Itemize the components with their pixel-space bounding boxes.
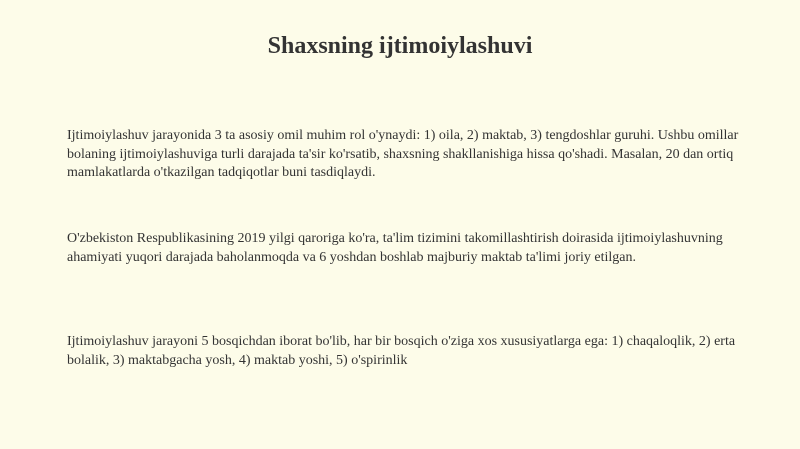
- paragraph-socialization-factors: Ijtimoiylashuv jarayonida 3 ta asosiy omil muhim rol o'ynaydi: 1) oila, 2) maktab, 3) tengdoshlar guruhi. Ushbu omillar bolaning ijtimoiylashuviga turli darajada ta'sir ko'rsatib, shaxsning shakllanishiga hissa qo'shadi. Masalan, 20 dan ortiq mamlakatlarda o'tkazilgan tadqiqotlar buni tasdiqlaydi.: [67, 128, 739, 180]
- slide-title: Shaxsning ijtimoiylashuvi: [267, 33, 533, 59]
- paragraph-socialization-stages: Ijtimoiylashuv jarayoni 5 bosqichdan iborat bo'lib, har bir bosqich o'ziga xos xususiyatlarga ega: 1) chaqaloqlik, 2) erta bolalik, 3) maktabgacha yosh, 4) maktab yoshi, 5) o'spirinlik: [67, 334, 736, 368]
- paragraph-uzbekistan-decree: O'zbekiston Respublikasining 2019 yilgi qaroriga ko'ra, ta'lim tizimini takomillashtirish doirasida ijtimoiylashuvning ahamiyati yuqori darajada baholanmoqda va 6 yoshdan boshlab majburiy maktab ta'limi joriy etilgan.: [67, 231, 723, 265]
